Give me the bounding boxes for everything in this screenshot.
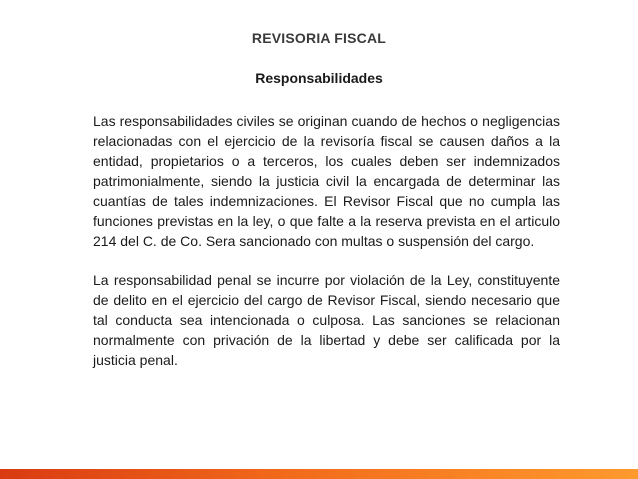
slide-body [93,111,560,370]
paragraph-penal-responsibility: La responsabilidad penal se incurre por violación de la Ley, constituyente de delito en el ejercicio del cargo de Revisor Fiscal, siendo necesario que tal conducta sea intencionada o culposa. Las sanciones se relacionan normalmente con privación de la libertad y debe ser calificada por la justicia penal. [93,272,560,368]
paragraph-civil-responsibility: Las responsabilidades civiles se originan cuando de hechos o negligencias relacionadas con el ejercicio de la revisoría fiscal se causen daños a la entidad, propietarios o a terceros, los cuales deben ser indemnizados patrimonialmente, siendo la justicia civil la encargada de determinar las cuantías de tales indemnizaciones. El Revisor Fiscal que no cumpla las funciones previstas en la ley, o que falte a la reserva prevista en el articulo 214 del C. de Co. Sera sancionado con multas o suspensión del cargo. [93,113,560,249]
slide-title: REVISORIA FISCAL [251,30,387,46]
slide-subtitle: Responsabilidades [255,70,383,86]
accent-bar [0,469,638,479]
